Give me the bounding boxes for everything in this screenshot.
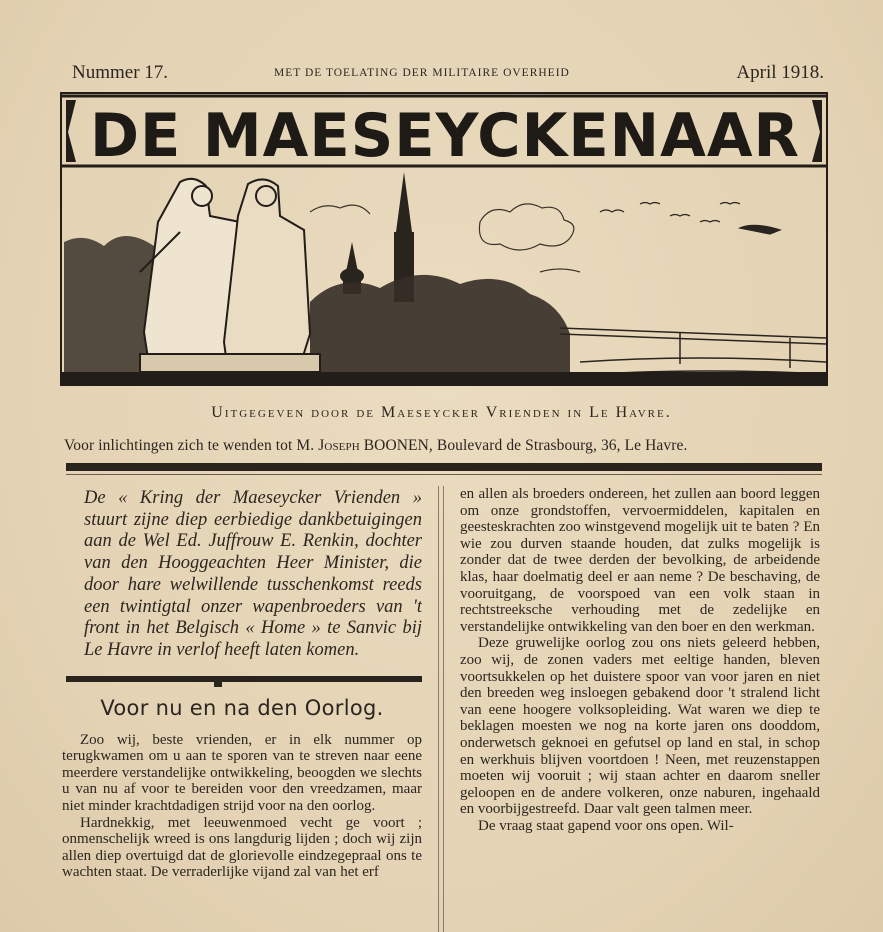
right-column bbox=[460, 486, 820, 932]
statue-figures-drawing bbox=[140, 179, 320, 372]
thanks-notice: De « Kring der Maeseycker Vrienden » stuurt zijne diep eerbiedige dankbetuigingen aan de Wel Ed. Juffrouw E. Renkin, dochter van den Hooggeachten Heer Minister, die door hare welwillende tusschenkomst reeds een twintigtal onzer wapenbroeders van 't front in het Belgisch « Home » te Sanvic bij Le Havre in verlof heeft laten komen. bbox=[84, 488, 422, 660]
info-address: Boulevard de Strasbourg, 36, Le Havre. bbox=[436, 437, 688, 454]
birds-drawing bbox=[600, 203, 780, 235]
article-paragraph: en allen als broeders ondereen, het zullen aan boord leggen om onze grondstoffen, vervoermiddelen, kapitalen en geesteskrachten zoo winstgevend mogelijk uit te baten ? En wie zou durven staande houden, dat zulks mogelijk is zonder dat de twee derden der bevolking, de arbeidende klas, haar doelmatig deel er aan neme ? De beschaving, de vooruitgang, de voorspoed van een volk staan in rechtstreeksche verhouding met de zedelijke en verstandelijke ontwikkeling van den boer en den werkman. bbox=[460, 486, 820, 635]
publisher-line: Uitgegeven door de Maeseycker Vrienden in Le Havre. bbox=[211, 404, 672, 421]
section-divider bbox=[66, 676, 422, 682]
bridge-drawing bbox=[560, 328, 826, 374]
issue-date: April 1918. bbox=[736, 62, 824, 83]
header-rule-thick bbox=[66, 463, 822, 471]
right-bracket-ornament bbox=[812, 100, 822, 162]
authorization-notice: MET DE TOELATING DER MILITAIRE OVERHEID bbox=[274, 67, 570, 79]
issue-number: Nummer 17. bbox=[72, 62, 169, 83]
column-separator bbox=[438, 486, 444, 932]
trees-middle-drawing bbox=[310, 275, 570, 374]
article-paragraph: Deze gruwelijke oorlog zou ons niets geleerd hebben, zoo wij, de zonen vaders met eeltige handen, bleven voortsukkelen op het duistere spoor van voor jaren en niet den breeden weg insloegen gebakend door 't stralend licht van eene hoogere volksopleiding. Wat waren we diep te beklagen moesten we nog na korte jaren ons dooddom, onderwetsch geknoei en gefutsel op land en stal, in schop en werkhuis blijven voortdoen ! Neen, met reuzenstappen moeten wij vooruit ; wij staan achter en daarom sneller geloopen en de andere volkeren, onze naburen, ingehaald en voorbijgestreefd. Daar valt geen talmen meer. bbox=[460, 635, 820, 818]
header-line bbox=[72, 62, 824, 86]
info-prefix: Voor inlichtingen zich te wenden tot M. bbox=[64, 437, 315, 454]
article-paragraph: De vraag staat gapend voor ons open. Wil- bbox=[478, 817, 734, 834]
contact-info bbox=[64, 437, 824, 455]
header-rule-thin bbox=[66, 474, 822, 475]
masthead-base bbox=[60, 372, 828, 386]
article-paragraph: Zoo wij, beste vrienden, er in elk nummer op terugkwamen om u aan te sporen van te streven naar eene meerdere verstandelijke ontwikkeling, beoogden we slechts u van nu af voor te bereiden voor den vreedzamen, maar niet minder krachtdadigen strijd voor na den oorlog. bbox=[62, 731, 422, 814]
left-bracket-ornament bbox=[66, 100, 76, 162]
masthead bbox=[60, 92, 828, 388]
left-column bbox=[62, 486, 422, 932]
info-name: Joseph bbox=[318, 437, 360, 454]
masthead-illustration bbox=[60, 92, 828, 388]
info-surname: BOONEN, bbox=[363, 437, 433, 454]
masthead-title: DE MAESEYCKENAAR bbox=[90, 101, 800, 171]
article-title: Voor nu en na den Oorlog. bbox=[100, 695, 384, 720]
article-paragraph: Hardnekkig, met leeuwenmoed vecht ge voort ; onmenschelijk wreed is ons langdurig lijden ; doch wij zijn allen diep overtuigd dat de glorievolle eindzegepraal ons te wachten staat. De verraderlijke vijand zal van het erf bbox=[62, 814, 422, 881]
